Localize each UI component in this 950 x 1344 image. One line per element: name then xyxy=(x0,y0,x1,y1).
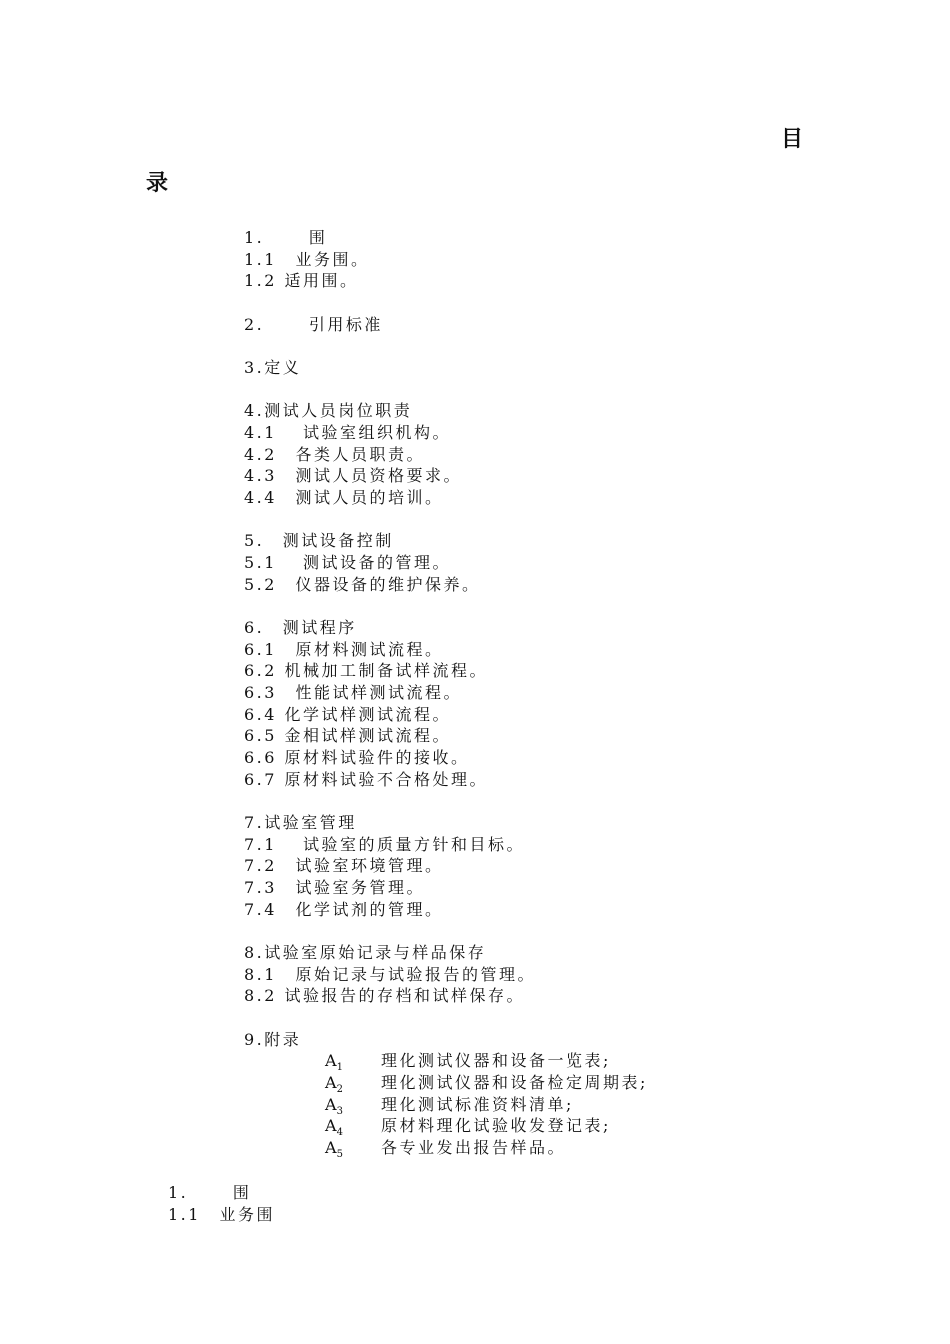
toc-section-8 xyxy=(244,942,844,1007)
toc-entry[interactable]: 6. 测试程序 xyxy=(244,617,357,637)
toc-entry[interactable]: 5.1 测试设备的管理。 xyxy=(244,552,452,572)
appendix-code: $A_3$ xyxy=(325,1094,343,1117)
toc-section-2 xyxy=(244,314,844,336)
appendix-code: $A_5$ xyxy=(325,1138,343,1161)
appendix-text: 理化测试标准资料清单; xyxy=(381,1094,574,1114)
toc-entry[interactable]: 6.1 原材料测试流程。 xyxy=(244,639,444,659)
toc-entry[interactable]: 6.7 原材料试验不合格处理。 xyxy=(244,769,489,789)
toc-entry[interactable]: 1.2 适用围。 xyxy=(244,271,359,291)
toc-entry[interactable]: 8.试验室原始记录与样品保存 xyxy=(244,943,487,963)
appendix-entry[interactable] xyxy=(244,1115,844,1137)
appendix-text: 理化测试仪器和设备检定周期表; xyxy=(381,1073,648,1093)
appendix-entry[interactable] xyxy=(244,1094,844,1116)
doc-title-part1: 目 xyxy=(781,127,804,152)
toc-entry[interactable]: 1.1 业务围。 xyxy=(244,249,370,269)
toc-entry[interactable]: 3.定义 xyxy=(244,357,302,377)
toc-entry[interactable]: 4.4 测试人员的培训。 xyxy=(244,487,444,507)
toc-entry[interactable]: 5.2 仪器设备的维护保养。 xyxy=(244,574,481,594)
appendix-text: 理化测试仪器和设备一览表; xyxy=(381,1051,611,1071)
toc-entry[interactable]: 4.1 试验室组织机构。 xyxy=(244,422,452,442)
toc-entry[interactable]: 1. 围 xyxy=(244,228,328,247)
toc-section-6 xyxy=(244,617,844,791)
section-heading: 1. 围 xyxy=(168,1183,252,1202)
toc-entry[interactable]: 7.3 试验室务管理。 xyxy=(244,878,425,898)
appendix-entry[interactable] xyxy=(244,1137,844,1159)
toc-entry[interactable]: 4.2 各类人员职责。 xyxy=(244,444,425,464)
toc-entry[interactable]: 6.2 机械加工制备试样流程。 xyxy=(244,661,489,681)
toc-entry[interactable]: 6.6 原材料试验件的接收。 xyxy=(244,748,470,768)
toc-entry[interactable]: 2. 引用标准 xyxy=(244,314,383,334)
toc-entry[interactable]: 7.4 化学试剂的管理。 xyxy=(244,899,444,919)
appendix-code: $A_1$ xyxy=(325,1051,343,1074)
doc-title-part2: 录 xyxy=(146,171,169,196)
table-of-contents xyxy=(244,227,844,1180)
appendix-entry[interactable] xyxy=(244,1050,844,1072)
appendix-text: 各专业发出报告样品。 xyxy=(381,1138,567,1158)
appendix-entry[interactable] xyxy=(244,1072,844,1094)
toc-entry[interactable]: 7.试验室管理 xyxy=(244,813,357,832)
toc-section-1 xyxy=(244,227,844,292)
toc-entry[interactable]: 4.测试人员岗位职责 xyxy=(244,401,413,421)
appendix-code: $A_2$ xyxy=(325,1073,343,1096)
subsection-heading: 1.1 业务围 xyxy=(168,1204,275,1224)
toc-entry[interactable]: 8.1 原始记录与试验报告的管理。 xyxy=(244,964,536,984)
toc-entry[interactable]: 5. 测试设备控制 xyxy=(244,531,394,551)
body-section-heading xyxy=(168,1182,275,1225)
toc-entry[interactable]: 7.1 试验室的质量方针和目标。 xyxy=(244,834,526,854)
toc-section-4 xyxy=(244,400,844,508)
appendix-code: $A_4$ xyxy=(325,1116,343,1139)
toc-section-9 xyxy=(244,1029,844,1159)
toc-entry[interactable]: 7.2 试验室环境管理。 xyxy=(244,856,444,876)
toc-section-5 xyxy=(244,530,844,595)
toc-entry[interactable]: 6.5 金相试样测试流程。 xyxy=(244,726,452,746)
toc-entry[interactable]: 6.3 性能试样测试流程。 xyxy=(244,682,462,702)
toc-entry[interactable]: 9.附录 xyxy=(244,1029,302,1049)
toc-section-7 xyxy=(244,812,844,920)
appendix-text: 原材料理化试验收发登记表; xyxy=(381,1116,611,1136)
toc-entry[interactable]: 6.4 化学试样测试流程。 xyxy=(244,704,452,724)
toc-section-3 xyxy=(244,357,844,379)
toc-entry[interactable]: 4.3 测试人员资格要求。 xyxy=(244,466,462,486)
toc-entry[interactable]: 8.2 试验报告的存档和试样保存。 xyxy=(244,986,526,1006)
